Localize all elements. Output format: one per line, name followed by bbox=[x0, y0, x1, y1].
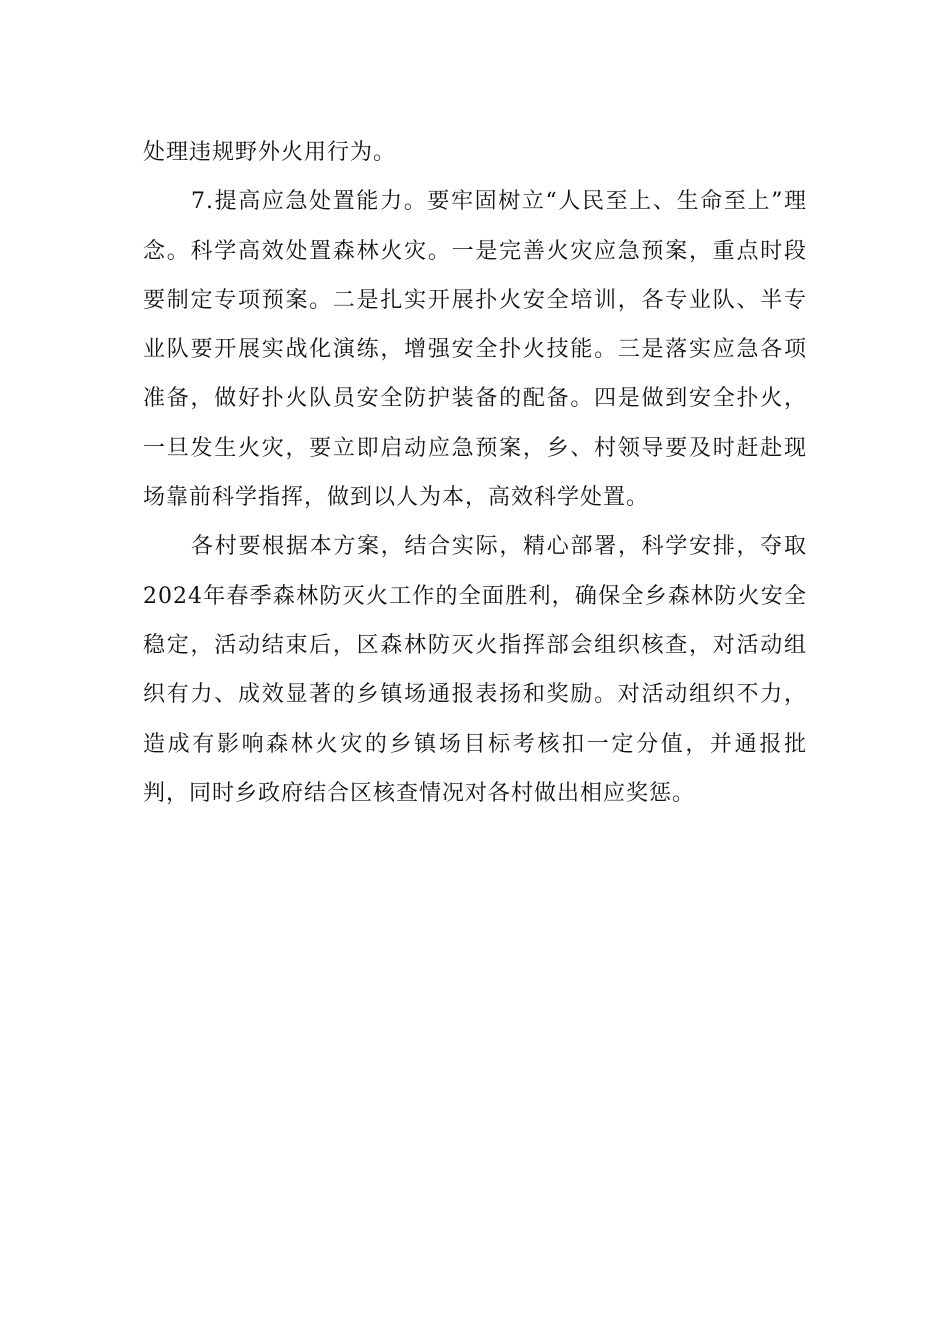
paragraph-continuation: 处理违规野外火用行为。 bbox=[143, 140, 397, 165]
paragraph-closing-requirements: 各村要根据本方案，结合实际，精心部署，科学安排，夺取2024年春季森林防灭火工作的全面胜利，确保全乡森林防火安全稳定，活动结束后，区森林防灭火指挥部会组织核查，对活动组织有力、成效显著的乡镇场通报表扬和奖励。对活动组织不力，造成有影响森林火灾的乡镇场目标考核扣一定分值，并通报批判，同时乡政府结合区核查情况对各村做出相应奖惩。 bbox=[143, 534, 807, 806]
paragraph-emergency-response: 7.提高应急处置能力。要牢固树立“人民至上、生命至上”理念。科学高效处置森林火灾。一是完善火灾应急预案，重点时段要制定专项预案。二是扎实开展扑火安全培训，各专业队、半专业队要开展实战化演练，增强安全扑火技能。三是落实应急各项准备，做好扑火队员安全防护装备的配备。四是做到安全扑火，一旦发生火灾，要立即启动应急预案，乡、村领导要及时赶赴现场靠前科学指挥，做到以人为本，高效科学处置。 bbox=[143, 189, 807, 511]
document-body bbox=[143, 128, 807, 818]
